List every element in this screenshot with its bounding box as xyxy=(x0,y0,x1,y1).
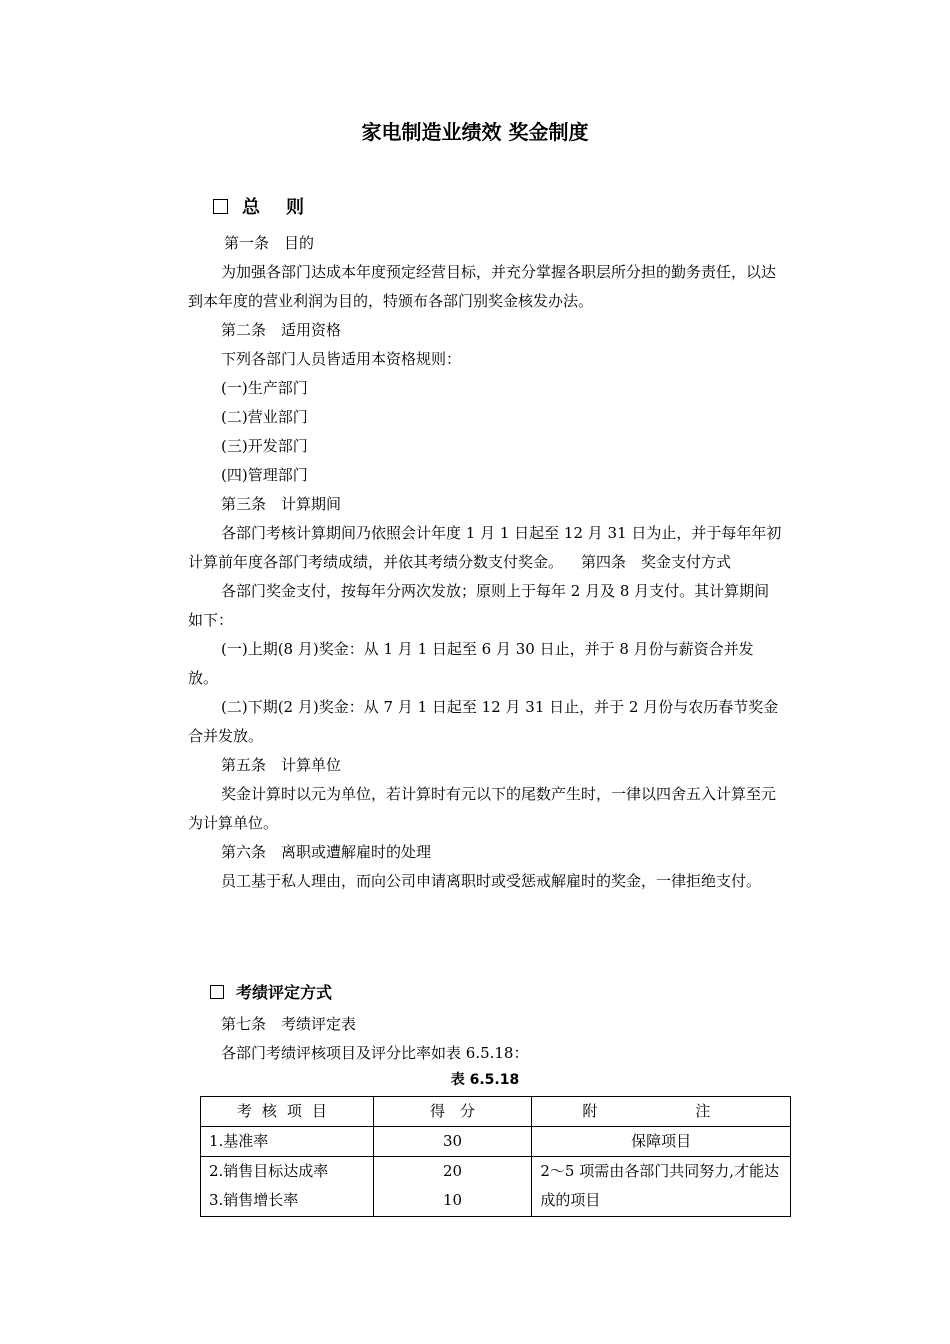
header-score: 得 分 xyxy=(373,1097,532,1127)
cell-note: 保障项目 xyxy=(532,1127,791,1157)
document-body xyxy=(188,229,783,896)
paragraph: 员工基于私人理由，而向公司申请离职时或受惩戒解雇时的奖金，一律拒绝支付。 xyxy=(221,872,762,890)
table-header-row xyxy=(201,1097,791,1127)
article-4-title: 第四条 奖金支付方式 xyxy=(581,553,732,571)
section-heading-general: 总 则 xyxy=(213,193,304,219)
header-note: 附 注 xyxy=(532,1097,791,1127)
paragraph: 奖金计算时以元为单位，若计算时有元以下的尾数产生时，一律以四舍五入计算至元为计算单位。 xyxy=(188,785,777,832)
table-row xyxy=(201,1127,791,1157)
article-1-title: 第一条 目的 xyxy=(224,234,315,252)
paragraph: (一)上期(8 月)奖金：从 1 月 1 日起至 6 月 30 日止，并于 8 月份与薪资合并发放。 xyxy=(188,640,754,687)
cell-item: 2.销售目标达成率 3.销售增长率 xyxy=(201,1157,374,1217)
paragraph: 各部门奖金支付，按每年分两次发放；原则上于每年 2 月及 8 月支付。其计算期间如下： xyxy=(188,582,770,629)
paragraph: 各部门考核计算期间乃依照会计年度 1 月 1 日起至 12 月 31 日为止，并于每年年初计算前年度各部门考绩成绩，并依其考绩分数支付奖金。 第四条 奖金支付方式 xyxy=(188,524,782,571)
paragraph: (二)下期(2 月)奖金：从 7 月 1 日起至 12 月 31 日止，并于 2 月份与农历春节奖金合并发放。 xyxy=(188,698,779,745)
checkbox-square-icon xyxy=(210,985,224,999)
header-item: 考核项目 xyxy=(201,1097,374,1127)
article-5-title: 第五条 计算单位 xyxy=(221,756,342,774)
evaluation-table xyxy=(200,1096,791,1217)
article-7-title: 第七条 考绩评定表 xyxy=(221,1015,357,1033)
cell-note: 2～5 项需由各部门共同努力,才能达成的项目 xyxy=(532,1157,791,1217)
cell-score: 20 10 xyxy=(373,1157,532,1217)
page-title: 家电制造业绩效 奖金制度 xyxy=(361,120,589,144)
cell-score: 30 xyxy=(373,1127,532,1157)
article-3-title: 第三条 计算期间 xyxy=(221,495,342,513)
section-heading-evaluation: 考绩评定方式 xyxy=(210,980,332,1003)
table-caption: 表 6.5.18 xyxy=(450,1072,520,1088)
table-intro: 各部门考绩评核项目及评分比率如表 6.5.18： xyxy=(221,1044,529,1062)
checkbox-square-icon xyxy=(213,199,228,214)
list-item: (三)开发部门 xyxy=(221,437,308,455)
table-row xyxy=(201,1157,791,1217)
paragraph: 下列各部门人员皆适用本资格规则： xyxy=(221,350,462,368)
article-6-title: 第六条 离职或遭解雇时的处理 xyxy=(221,843,432,861)
list-item: (一)生产部门 xyxy=(221,379,308,397)
cell-item: 1.基准率 xyxy=(201,1127,374,1157)
list-item: (四)管理部门 xyxy=(221,466,308,484)
article-2-title: 第二条 适用资格 xyxy=(221,321,342,339)
list-item: (二)营业部门 xyxy=(221,408,308,426)
paragraph: 为加强各部门达成本年度预定经营目标，并充分掌握各职层所分担的勤务责任，以达到本年度的营业利润为目的，特颁布各部门别奖金核发办法。 xyxy=(188,263,777,310)
